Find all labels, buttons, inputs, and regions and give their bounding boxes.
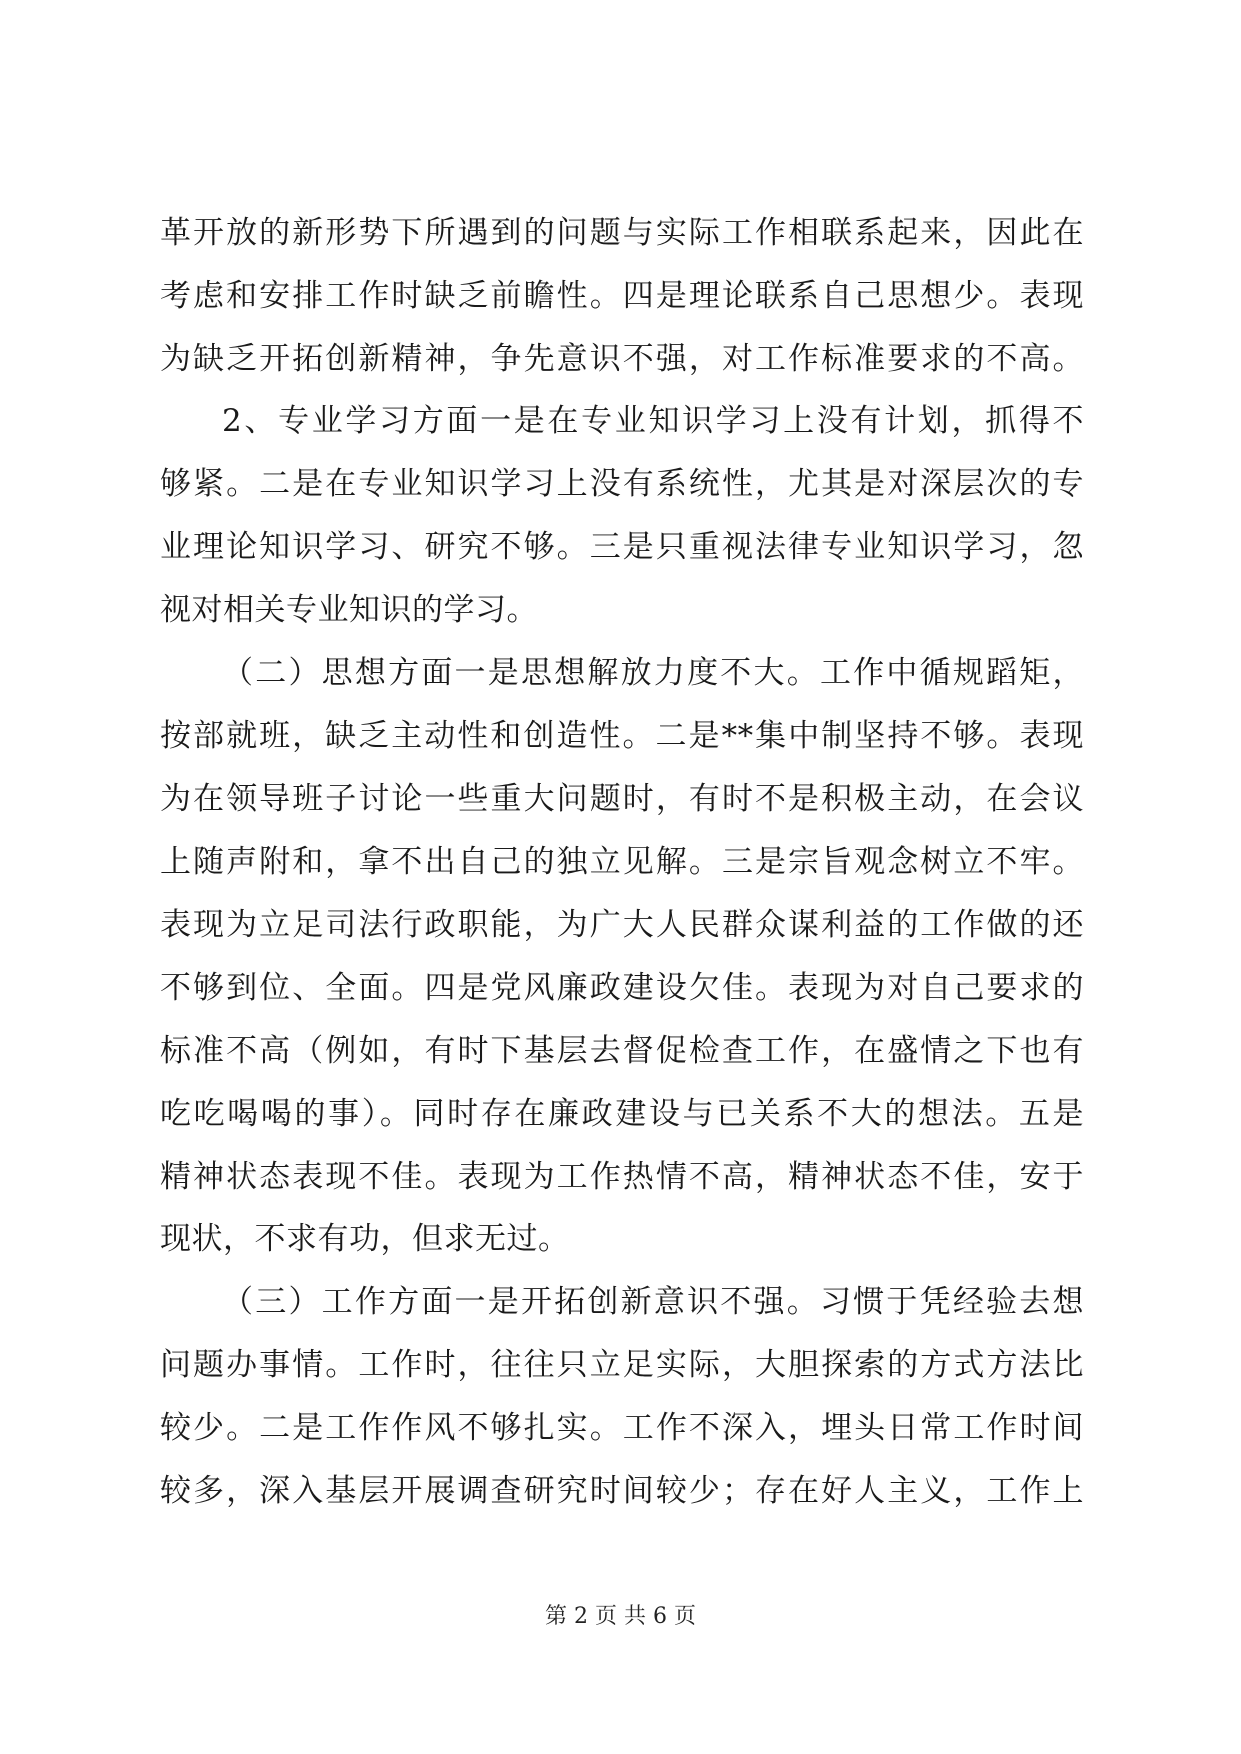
text-line: 较少。二是工作作风不够扎实。工作不深入，埋头日常工作时间: [160, 1410, 1084, 1446]
text-line: 表现为立足司法行政职能，为广大人民群众谋利益的工作做的还: [160, 907, 1084, 943]
text-line: 不够到位、全面。四是党风廉政建设欠佳。表现为对自己要求的: [160, 970, 1084, 1006]
text-line: 革开放的新形势下所遇到的问题与实际工作相联系起来，因此在: [160, 215, 1084, 251]
text-line: 吃吃喝喝的事）。同时存在廉政建设与已关系不大的想法。五是: [160, 1096, 1084, 1132]
text-line: 为在领导班子讨论一些重大问题时，有时不是积极主动，在会议: [160, 781, 1084, 817]
text-line: 按部就班，缺乏主动性和创造性。二是**集中制坚持不够。表现: [160, 718, 1084, 754]
text-line: 较多，深入基层开展调查研究时间较少；存在好人主义，工作上: [160, 1473, 1084, 1509]
text-line: 业理论知识学习、研究不够。三是只重视法律专业知识学习，忽: [160, 529, 1084, 565]
text-line: 为缺乏开拓创新精神，争先意识不强，对工作标准要求的不高。: [160, 341, 1084, 377]
text-line: 视对相关专业知识的学习。: [160, 592, 538, 628]
text-line: 标准不高（例如，有时下基层去督促检查工作，在盛情之下也有: [160, 1033, 1084, 1069]
text-line-paragraph-start: （二）思想方面一是思想解放力度不大。工作中循规蹈矩，: [222, 655, 1084, 691]
text-line: 够紧。二是在专业知识学习上没有系统性，尤其是对深层次的专: [160, 466, 1084, 502]
page-number-footer: 第 2 页 共 6 页: [545, 1604, 696, 1629]
text-line-paragraph-start: 2、专业学习方面一是在专业知识学习上没有计划，抓得不: [222, 403, 1084, 439]
text-line: 现状，不求有功，但求无过。: [160, 1221, 570, 1257]
text-line: 上随声附和，拿不出自己的独立见解。三是宗旨观念树立不牢。: [160, 844, 1084, 880]
text-line: 问题办事情。工作时，往往只立足实际，大胆探索的方式方法比: [160, 1347, 1084, 1383]
text-line: 考虑和安排工作时缺乏前瞻性。四是理论联系自己思想少。表现: [160, 278, 1084, 314]
text-line: 精神状态表现不佳。表现为工作热情不高，精神状态不佳，安于: [160, 1159, 1084, 1195]
text-line-paragraph-start: （三）工作方面一是开拓创新意识不强。习惯于凭经验去想: [222, 1284, 1084, 1320]
